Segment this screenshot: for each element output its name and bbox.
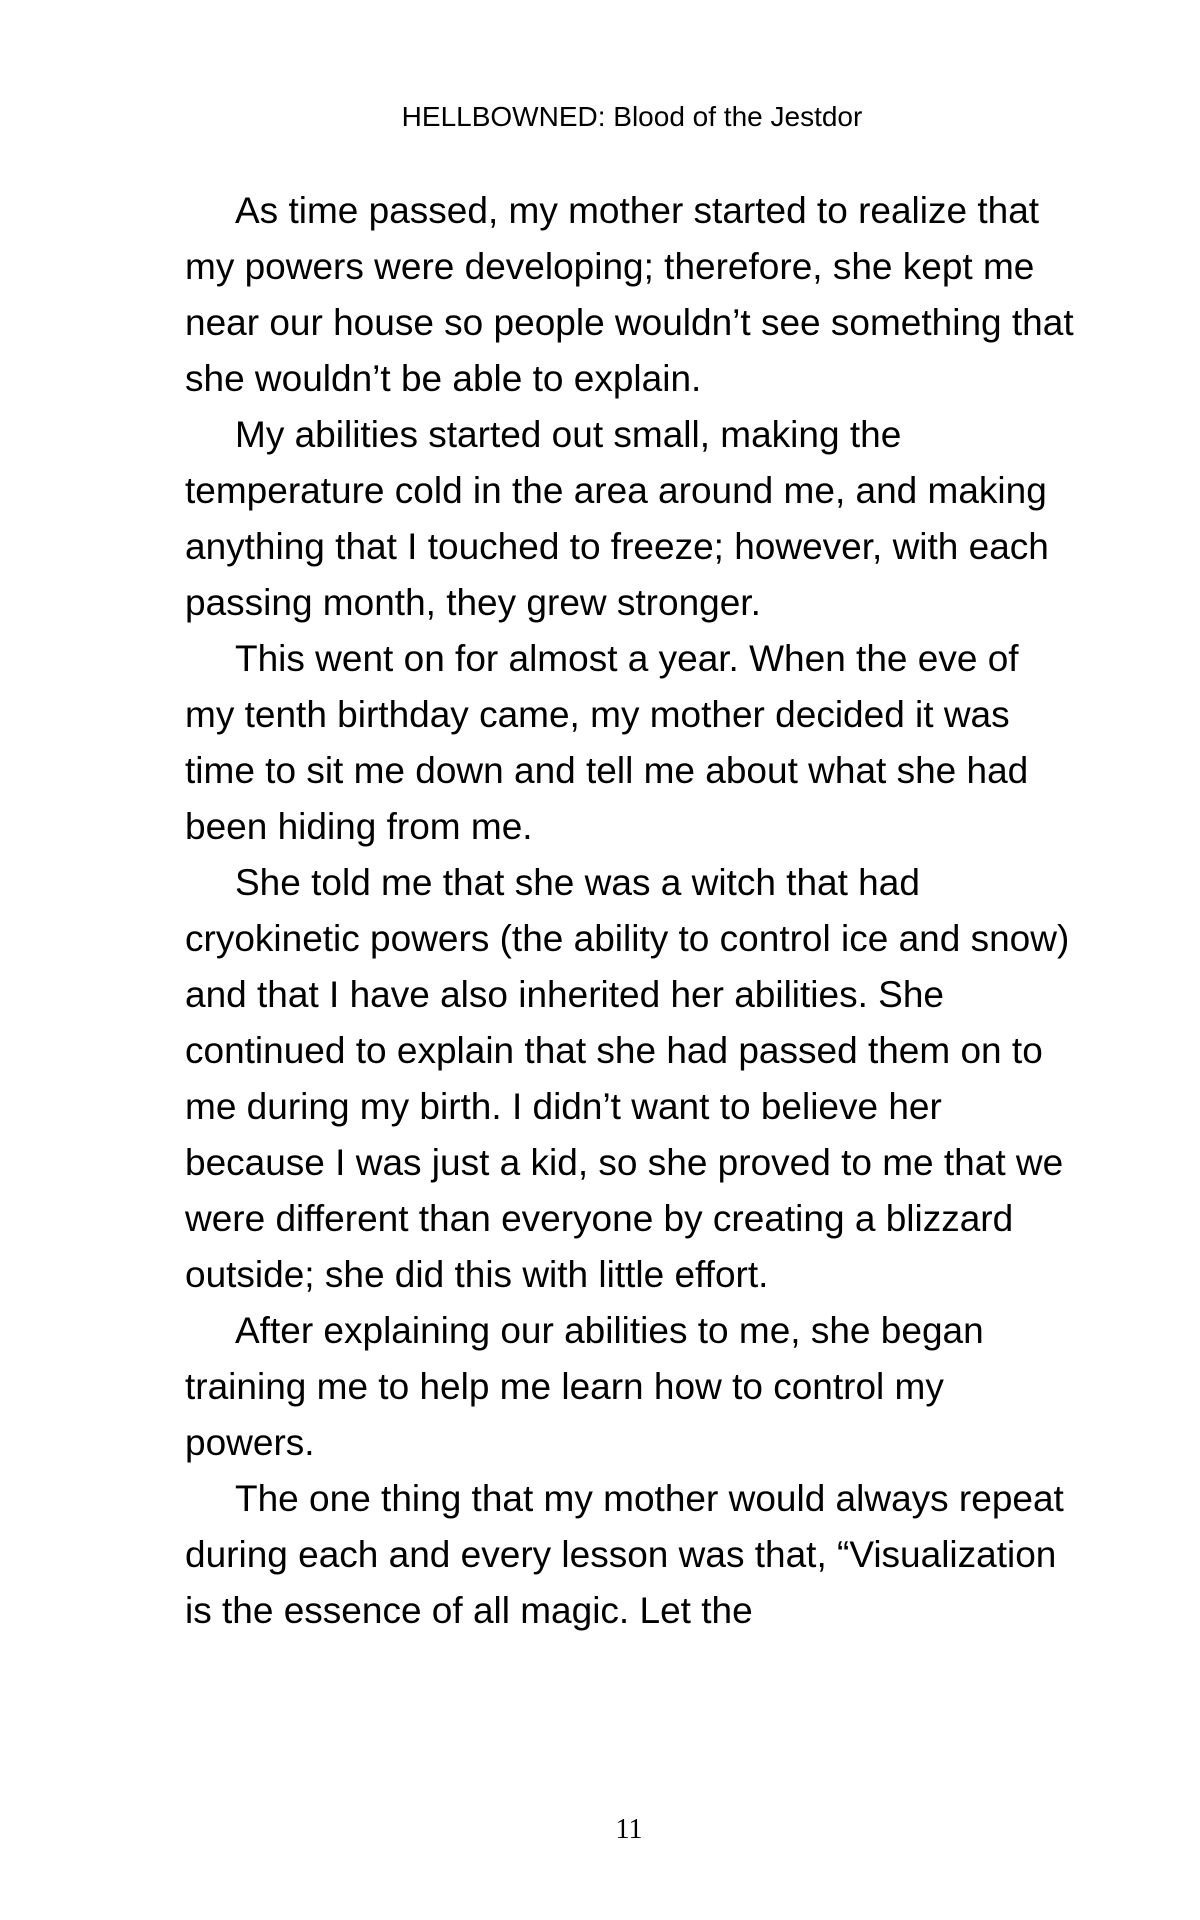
body-text (185, 183, 1075, 1639)
paragraph: She told me that she was a witch that had cryokinetic powers (the ability to control ice and snow) and that I have also inherited her abilities. She continued to explain that she had passed them on to me during my birth. I didn’t want to believe her because I was just a kid, so she proved to me that we were different than everyone by creating a blizzard outside; she did this with little effort. (185, 862, 1070, 1295)
paragraph: As time passed, my mother started to realize that my powers were developing; therefore, she kept me near our house so people wouldn’t see something that she wouldn’t be able to explain. (185, 190, 1074, 399)
paragraph: The one thing that my mother would always repeat during each and every lesson was that, “Visualization is the essence of all magic. Let the (185, 1478, 1064, 1631)
page-number: 11 (615, 1814, 643, 1845)
paragraph: This went on for almost a year. When the eve of my tenth birthday came, my mother decided it was time to sit me down and tell me about what she had been hiding from me. (185, 638, 1029, 847)
paragraph: After explaining our abilities to me, she began training me to help me learn how to control my powers. (185, 1310, 984, 1463)
paragraph: My abilities started out small, making the temperature cold in the area around me, and making anything that I touched to freeze; however, with each passing month, they grew stronger. (185, 414, 1049, 623)
running-header: HELLBOWNED: Blood of the Jestdor (401, 101, 863, 132)
